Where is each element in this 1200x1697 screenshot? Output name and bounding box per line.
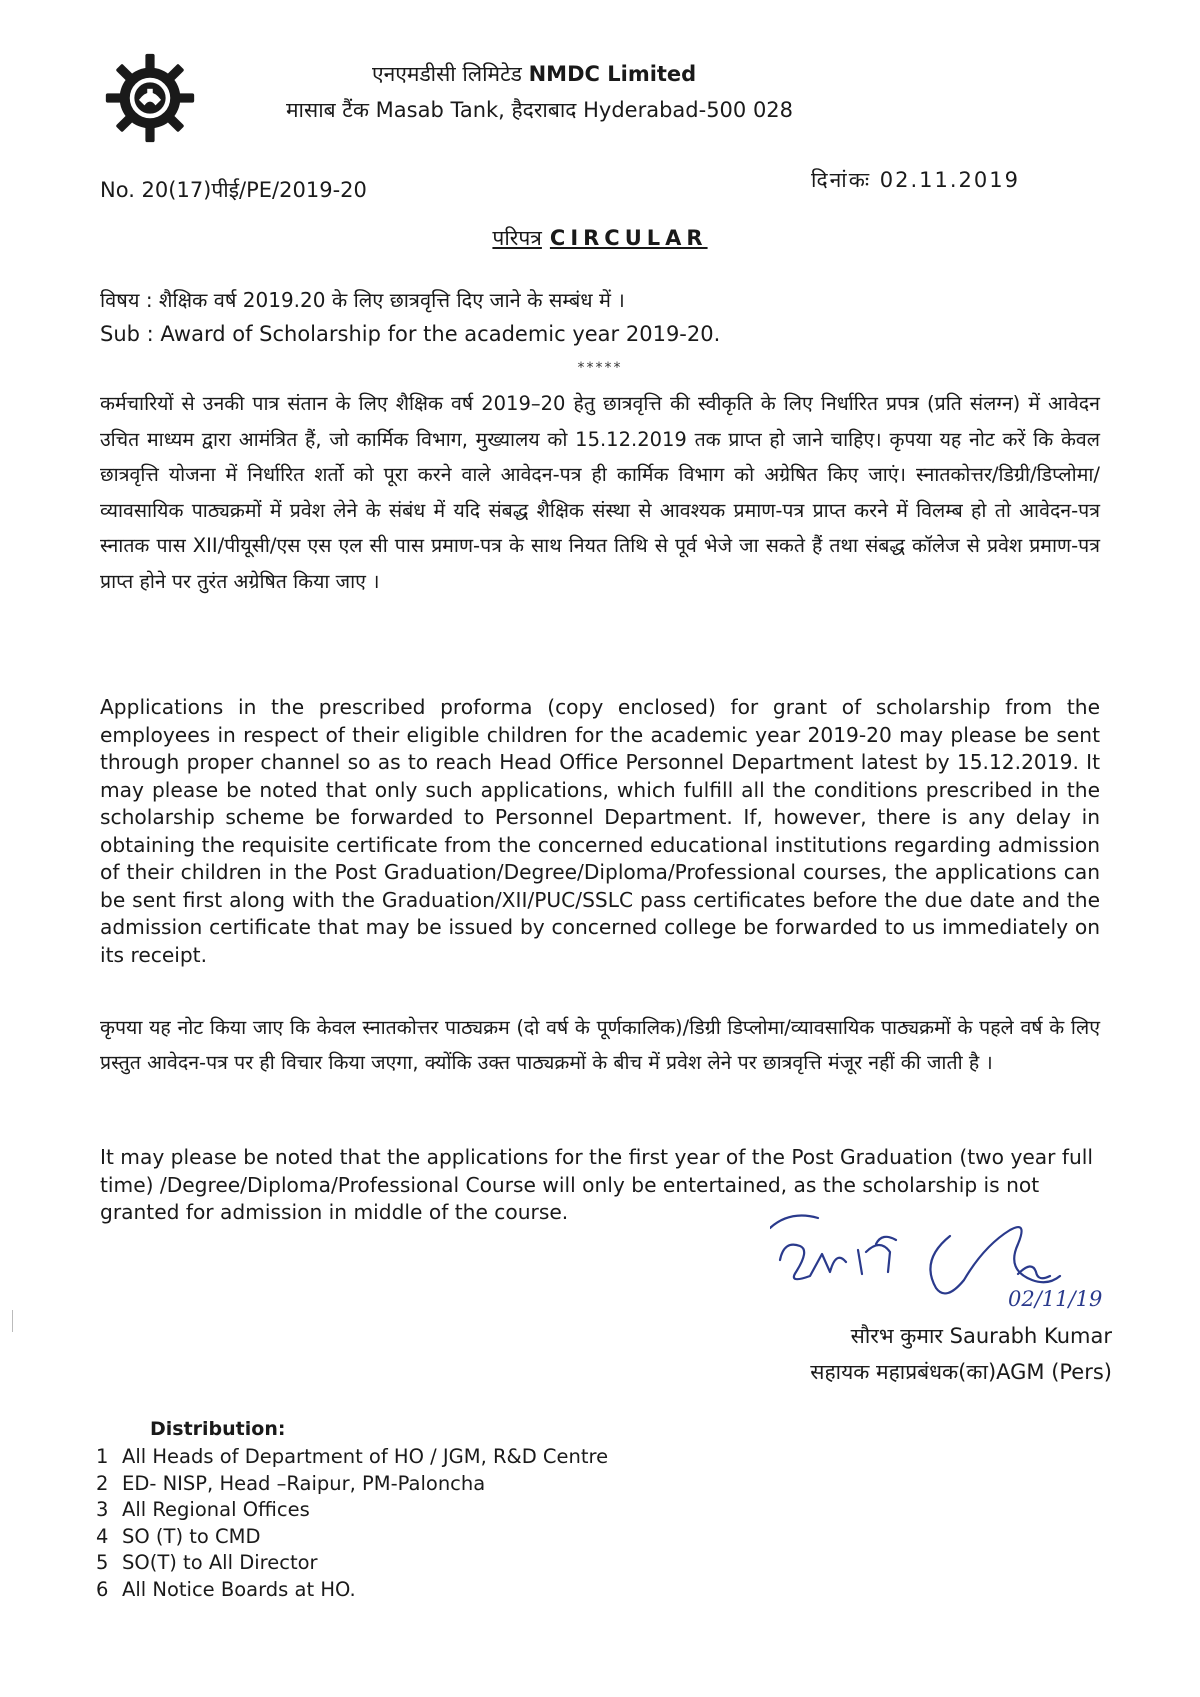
reference-number: No. 20(17)पीई/PE/2019-20 [100, 178, 367, 202]
list-item: 2 ED- NISP, Head –Raipur, PM-Paloncha [96, 1471, 486, 1495]
paragraph-english-2: It may please be noted that the applications for the first year of the Post Graduation (two year full time) /Degree/Diploma/Professional Course will only be entertained, as the scholarship is not granted for admission in middle of the course. [100, 1145, 1094, 1224]
org-name [372, 60, 696, 88]
list-item: 3 All Regional Offices [96, 1498, 310, 1521]
org-address: मासाब टैंक Masab Tank, हैदराबाद Hyderabad-500 028 [286, 98, 794, 122]
subject-english: Sub : Award of Scholarship for the academic year 2019-20. [100, 322, 721, 346]
page-title [0, 224, 1200, 252]
signer-name: सौरभ कुमार Saurabh Kumar [850, 1324, 1112, 1348]
signature-mark [770, 1210, 1110, 1320]
signer-designation: सहायक महाप्रबंधक(का)AGM (Pers) [810, 1360, 1112, 1384]
title-hindi: परिपत्र [492, 226, 542, 250]
list-item: 5 SO(T) to All Director [96, 1551, 318, 1574]
subject-hindi: विषय : शैक्षिक वर्ष 2019.20 के लिए छात्रवृत्ति दिए जाने के सम्बंध में । [100, 288, 625, 312]
org-name-hindi: एनएमडीसी लिमिटेड [372, 62, 522, 86]
signature-date: 02/11/19 [1008, 1287, 1103, 1311]
scan-margin-mark [12, 1310, 13, 1332]
separator: ***** [577, 360, 623, 376]
list-item: 4 SO (T) to CMD [96, 1524, 261, 1548]
title-english: CIRCULAR [549, 226, 708, 250]
paragraph-hindi-1: कर्मचारियों से उनकी पात्र संतान के लिए शैक्षिक वर्ष 2019–20 हेतु छात्रवृत्ति की स्वीकृति के लिए निर्धारित प्रपत्र (प्रति संलग्न) में आवेदन उचित माध्यम द्वारा आमंत्रित हैं, जो कार्मिक विभाग, मुख्यालय को 15.12.2019 तक प्राप्त हो जाने चाहिए। कृपया यह नोट करें कि केवल छात्रवृत्ति योजना में निर्धारित शर्तो को पूरा करने वाले आवेदन-पत्र ही कार्मिक विभाग को अग्रेषित किए जाएं। स्नातकोत्तर/डिग्री/डिप्लोमा/व्यावसायिक पाठ्यक्रमों में प्रवेश लेने के संबंध में यदि संबद्ध शैक्षिक संस्था से आवश्यक प्रमाण-पत्र प्राप्त करने में विलम्ब हो तो आवेदन-पत्र स्नातक पास XII/पीयूसी/एस एस एल सी पास प्रमाण-पत्र के साथ नियत तिथि से पूर्व भेजे जा सकते हैं तथा संबद्ध कॉलेज से प्रवेश प्रमाण-पत्र प्राप्त होने पर तुरंत अग्रेषित किया जाए । [100, 392, 1100, 593]
list-item: 1 All Heads of Department of HO / JGM, R&D Centre [96, 1445, 609, 1468]
distribution-list [96, 1444, 608, 1603]
paragraph-english-1: Applications in the prescribed proforma (copy enclosed) for grant of scholarship from the employees in respect of their eligible children for the academic year 2019-20 may please be sent through proper channel so as to reach Head Office Personnel Department latest by 15.12.2019. It may please be noted that only such applications, which fulfill all the conditions prescribed in the scholarship scheme be forwarded to Personnel Department. If, however, there is any delay in obtaining the requisite certificate from the concerned educational institutions regarding admission of their children in the Post Graduation/Degree/Diploma/Professional courses, the applications can be sent first along with the Graduation/XII/PUC/SSLC pass certificates before the due date and the admission certificate that may be issued by concerned college be forwarded to us immediately on its receipt. [100, 695, 1100, 967]
circular-date: दिनांकः 02.11.2019 [811, 168, 1020, 192]
paragraph-hindi-2: कृपया यह नोट किया जाए कि केवल स्नातकोत्तर पाठ्यक्रम (दो वर्ष के पूर्णकालिक)/डिग्री डिप्लोमा/व्यावसायिक पाठ्यक्रमों के पहले वर्ष के लिए प्रस्तुत आवेदन-पत्र पर ही विचार किया जएगा, क्योंकि उक्त पाठ्यक्रमों के बीच में प्रवेश लेने पर छात्रवृत्ति मंजूर नहीं की जाती है । [100, 1016, 1100, 1074]
list-item: 6 All Notice Boards at HO. [96, 1577, 356, 1601]
distribution-heading: Distribution: [150, 1418, 286, 1440]
org-name-english: NMDC Limited [528, 62, 697, 86]
nmdc-logo-icon [104, 52, 196, 144]
